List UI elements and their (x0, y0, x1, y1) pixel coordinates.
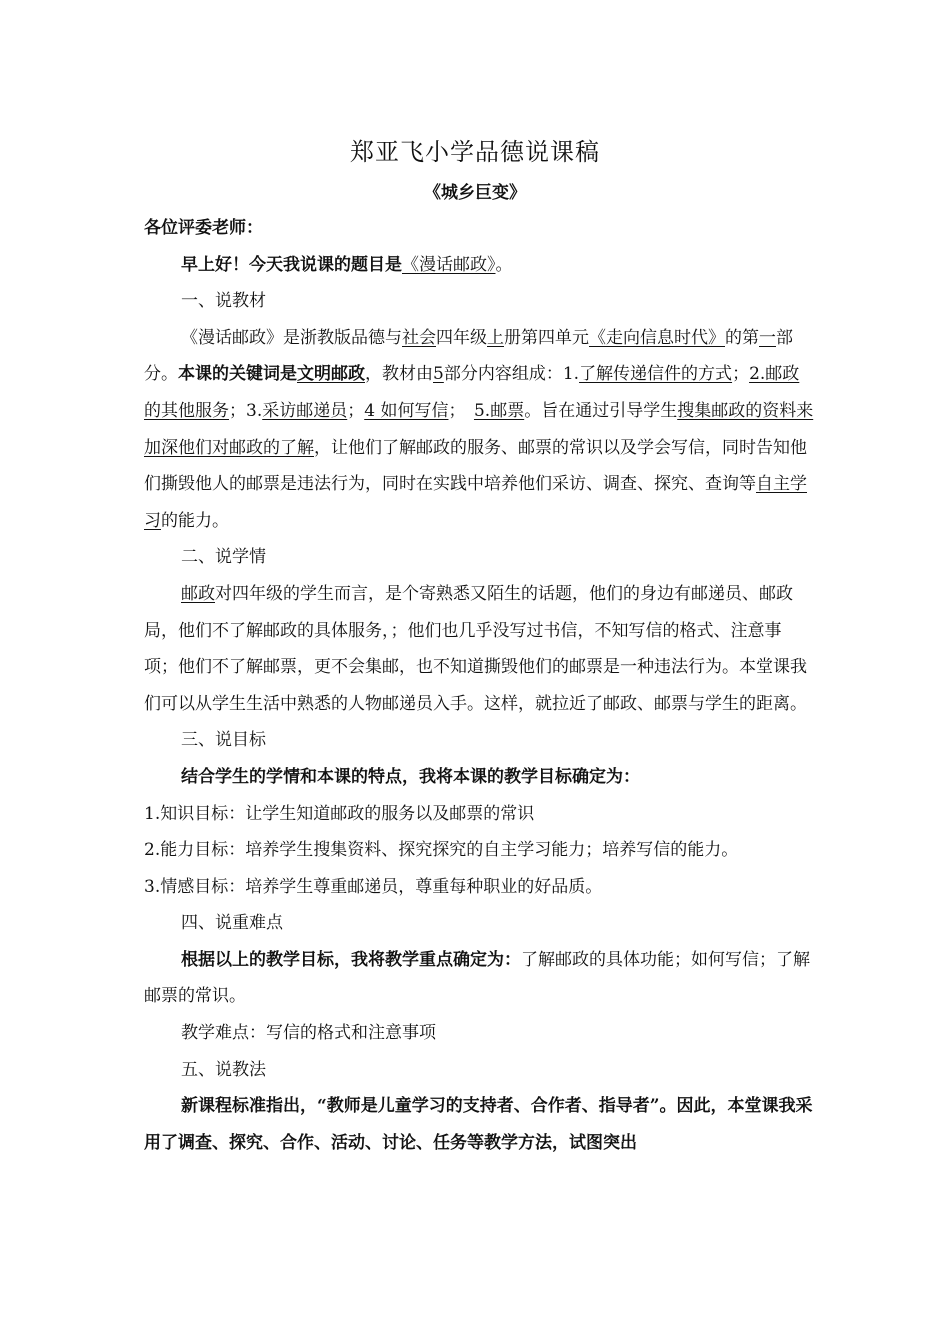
underlined-run: 了解传递信件的方式 (579, 364, 733, 385)
section-heading-1: 一、说教材 (181, 291, 266, 312)
underlined-run: 搜集邮政的资料来加深他们对邮政的了解 (144, 400, 814, 458)
section-heading-4: 四、说重难点 (181, 913, 283, 934)
goal-item: 2.能力目标：培养学生搜集资料、探究探究的自主学习能力；培养写信的能力。 (144, 840, 739, 861)
underlined-run: 《走向信息时代》 (589, 327, 725, 348)
text-run: ，教材由 (365, 364, 433, 385)
underlined-run: 4 如何写信 (364, 400, 449, 421)
underlined-run: 一 (759, 327, 776, 348)
text-run: 部分内容组成：1. (443, 364, 580, 385)
text-run: 的第 (725, 327, 759, 348)
text-run: ；3. (229, 400, 263, 421)
text-run: ，让他们了解邮政的服务、邮票的常识以及学会写信，同时告知他们撕毁他人的邮票是违法行为，同时在实践中培养他们采访、调查、探究、查询等 (144, 437, 807, 495)
intro-paragraph (144, 247, 814, 284)
underlined-run: 邮政 (181, 583, 215, 604)
section-3-lead: 结合学生的学情和本课的特点，我将本课的教学目标确定为： (181, 766, 640, 787)
document-subtitle: 《城乡巨变》 (424, 183, 526, 203)
underlined-run: 2.邮政的其他服务 (144, 364, 800, 421)
underlined-run: 5.邮票 (473, 400, 525, 421)
text-run: 了解邮政的具体功能；如何写信；了解邮票的常识。 (144, 949, 810, 1007)
section-1-paragraph (144, 320, 814, 540)
underlined-run: 采访邮递员 (262, 400, 348, 421)
section-heading-2: 二、说学情 (181, 547, 266, 568)
section-2-paragraph (144, 576, 814, 722)
underlined-run: 5 (433, 364, 444, 385)
goal-item: 3.情感目标：培养学生尊重邮递员，尊重每种职业的好品质。 (144, 876, 603, 897)
section-heading-5: 五、说教法 (181, 1059, 266, 1080)
text-run: 对四年级的学生而言，是个寄熟悉又陌生的话题，他们的身边有邮递员、邮政局，他们不了解邮政的具体服务，；他们也几乎没写过书信，不知写信的格式、注意事项；他们不了解邮票，更不会集邮，也不知道撕毁他们的邮票是一种违法行为。本堂课我们可以从学生生活中熟悉的人物邮递员入手。这样，就拉近了邮政、邮票与学生的距离。 (144, 583, 807, 714)
text-run: 《漫话邮政》是浙教版品德与 (181, 327, 402, 348)
difficulty-line: 教学难点：写信的格式和注意事项 (181, 1023, 436, 1044)
intro-lead: 早上好！今天我说课的题目是 (181, 254, 402, 275)
document-body (144, 210, 814, 1161)
underlined-run: 社会 (402, 327, 436, 348)
section-4-paragraph (144, 942, 814, 1015)
bold-run: 根据以上的教学目标，我将教学重点确定为： (181, 949, 521, 970)
bold-run: 本课的关键词是 (178, 364, 297, 385)
keyword-run: 文明邮政 (297, 364, 365, 385)
underlined-run: 上 (487, 327, 504, 348)
text-run: 四年级 (436, 327, 487, 348)
goal-item: 1.知识目标：让学生知道邮政的服务以及邮票的常识 (144, 803, 535, 824)
section-heading-3: 三、说目标 (181, 730, 266, 751)
intro-topic: 《漫话邮政》 (402, 254, 496, 275)
text-run: 册第四单元 (504, 327, 589, 348)
underlined-run: 自主学习 (144, 474, 807, 531)
text-run: ； (347, 400, 365, 421)
text-run: ； (448, 400, 474, 421)
section-5-paragraph: 新课程标准指出，“教师是儿童学习的支持者、合作者、指导者”。因此，本堂课我采用了调查、探究、合作、活动、讨论、任务等教学方法，试图突出 (144, 1096, 813, 1153)
intro-end: 。 (495, 254, 513, 275)
text-run: 部分。 (144, 327, 793, 385)
text-run: 的能力。 (161, 510, 229, 531)
text-run: ； (732, 364, 750, 385)
document-title: 郑亚飞小学品德说课稿 (350, 138, 600, 166)
text-run: 。旨在通过引导学生 (524, 400, 678, 421)
salutation: 各位评委老师： (144, 218, 263, 238)
